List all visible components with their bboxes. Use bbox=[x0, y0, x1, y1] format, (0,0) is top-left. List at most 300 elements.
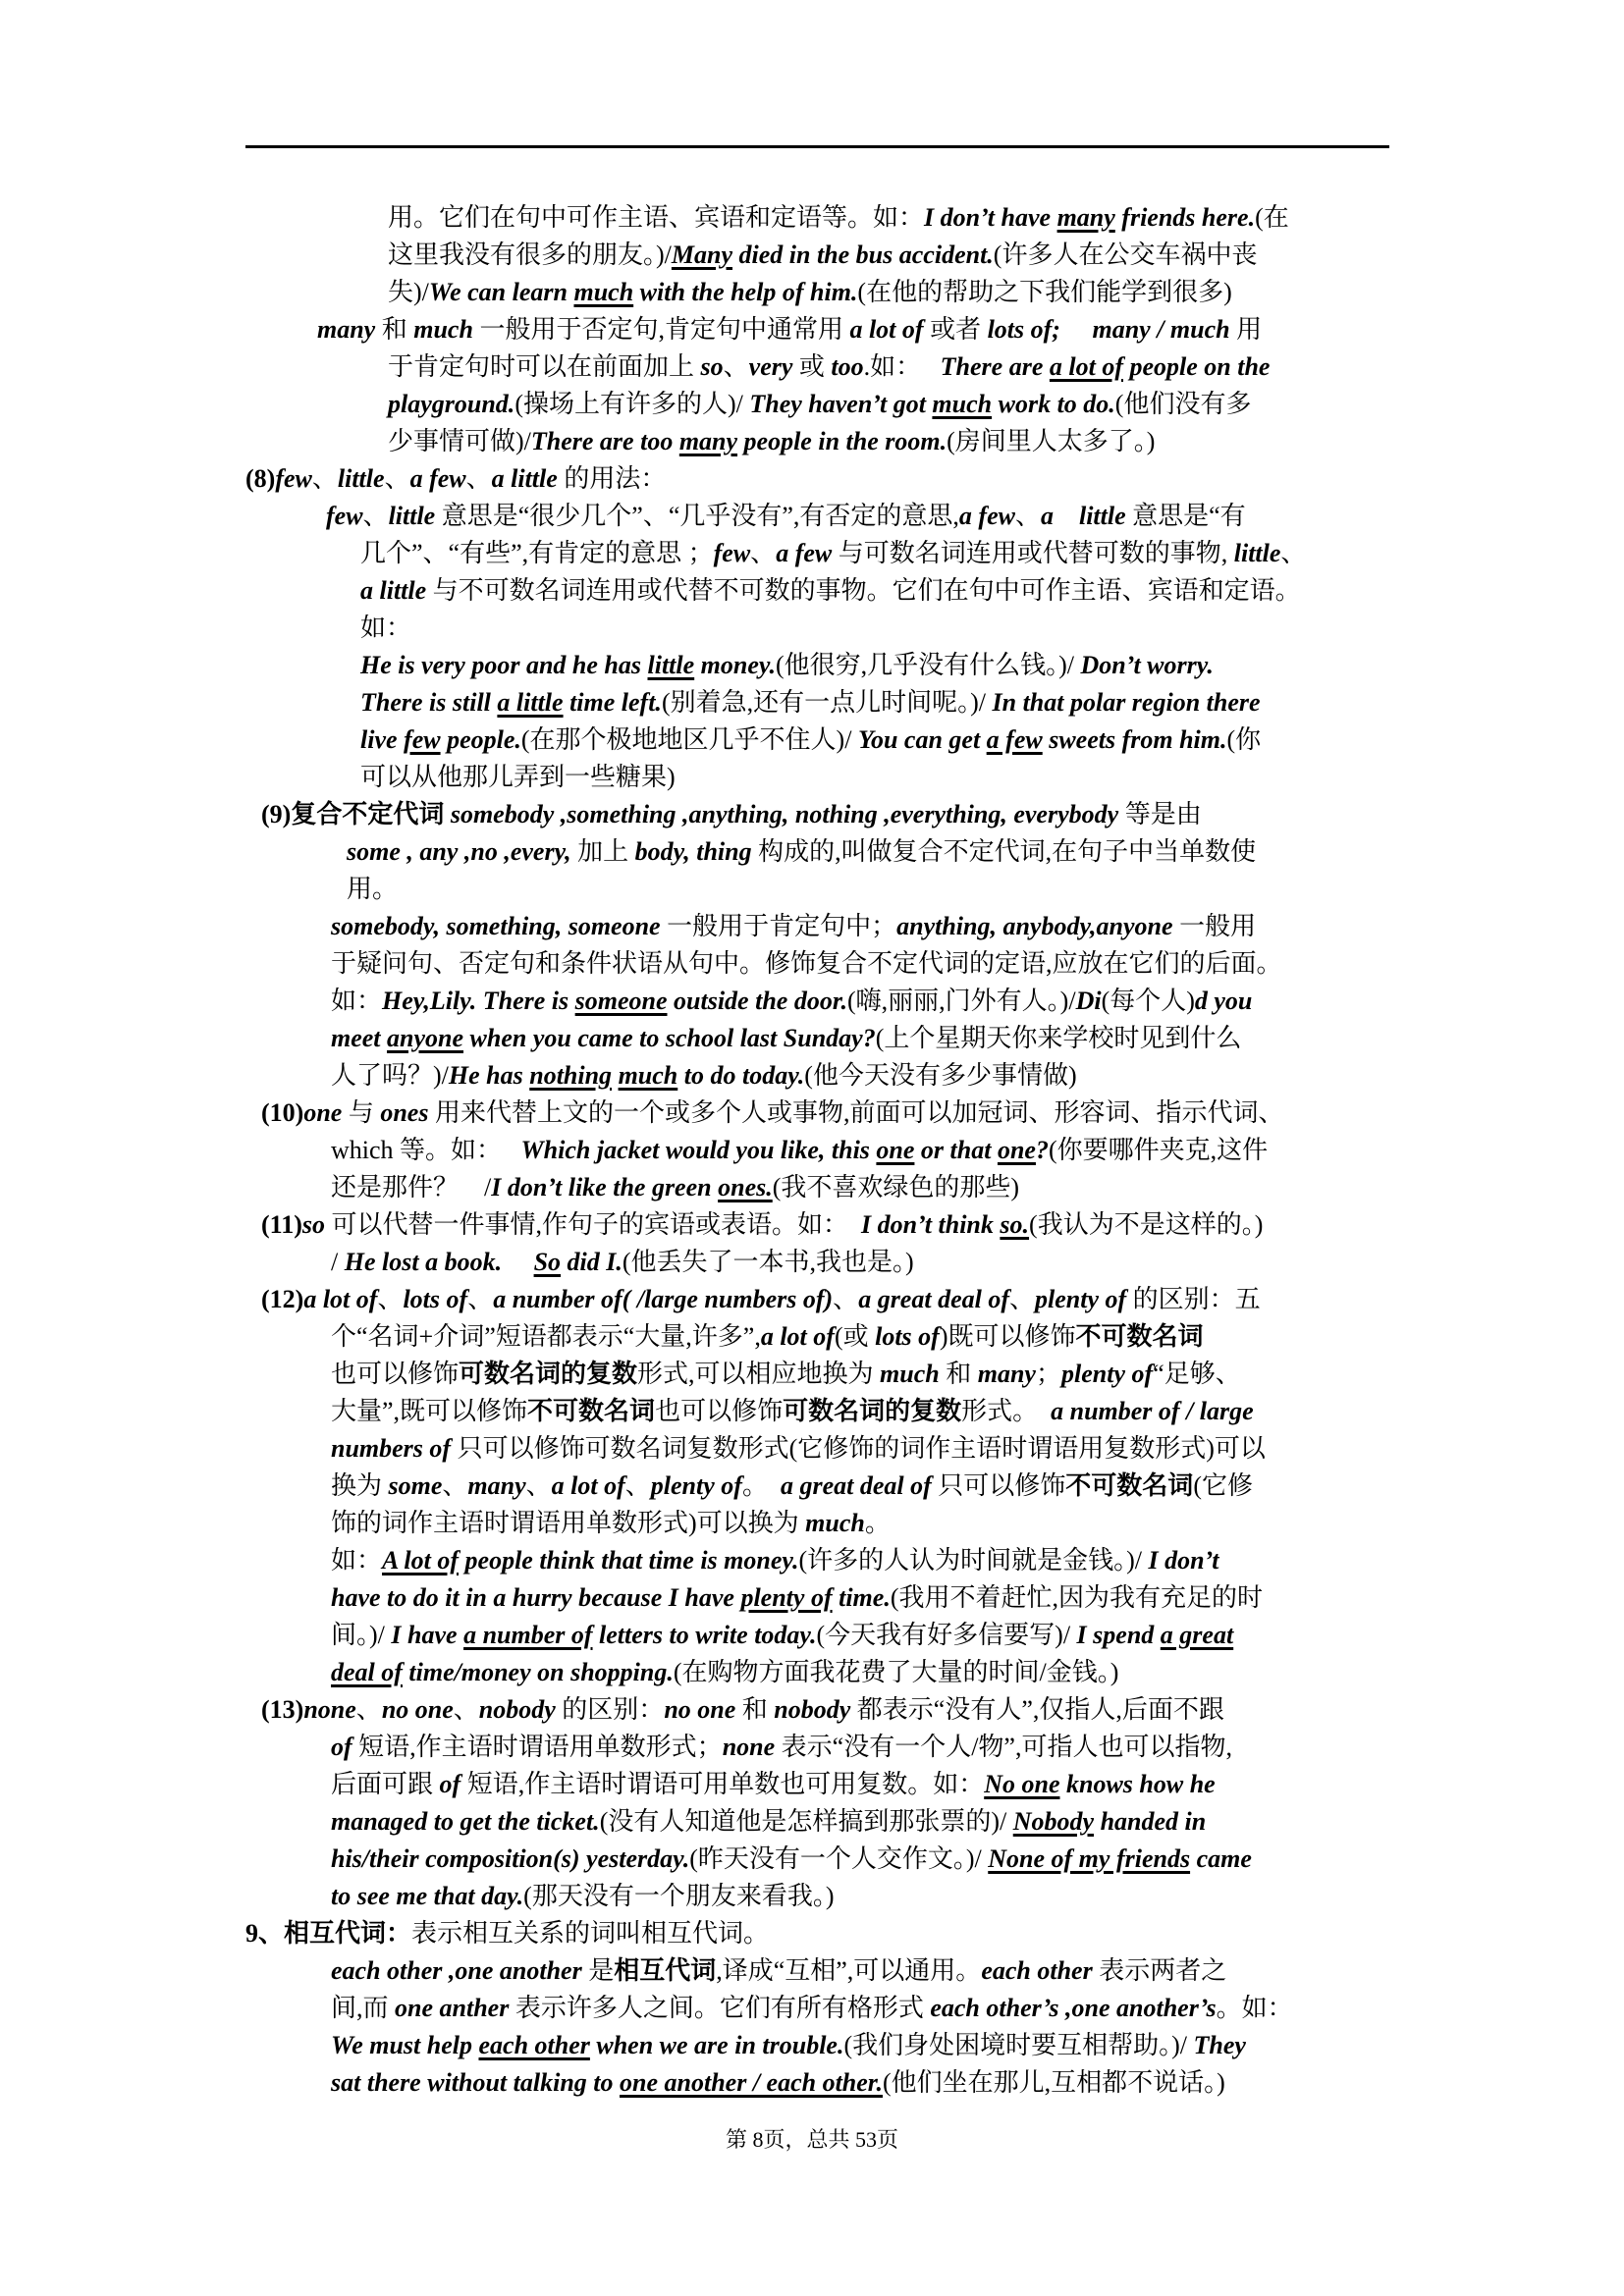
text-run: 表示相互关系的词叫相互代词。 bbox=[411, 1919, 770, 1948]
text-run: 、 bbox=[311, 464, 338, 493]
underlined-phrase: Many bbox=[671, 240, 733, 269]
text-line bbox=[347, 871, 398, 908]
text-run: (你 bbox=[1226, 725, 1262, 754]
text-run: (许多的人认为时间就是金钱。)/ bbox=[798, 1546, 1149, 1575]
english-example: Which jacket would you like, this bbox=[520, 1136, 877, 1164]
english-example: I don’t think bbox=[861, 1210, 1001, 1239]
text-run: 的区别：五 bbox=[1126, 1285, 1261, 1313]
english-example: I don’t like the green bbox=[491, 1173, 719, 1201]
text-run: 间,而 bbox=[331, 1994, 396, 2022]
text-run: 、 bbox=[833, 1285, 859, 1313]
english-example: body, thing bbox=[634, 837, 752, 866]
text-run: 如： bbox=[360, 614, 412, 642]
english-example: died in the bus accident. bbox=[732, 240, 994, 269]
underlined-phrase: So bbox=[533, 1248, 562, 1276]
text-run: (它修 bbox=[1193, 1471, 1253, 1500]
text-line bbox=[347, 833, 1256, 871]
underlined-phrase: one bbox=[876, 1136, 915, 1164]
text-run: (每个人) bbox=[1101, 987, 1195, 1015]
text-run: ,译成“互相”,可以通用。 bbox=[716, 1956, 982, 1985]
text-run: (上个星期天你来学校时见到什么 bbox=[875, 1024, 1242, 1052]
english-example: a number of / large bbox=[1051, 1397, 1254, 1425]
text-line bbox=[331, 1318, 1204, 1356]
text-line bbox=[360, 610, 411, 647]
english-example: very bbox=[748, 352, 793, 381]
english-example: people. bbox=[440, 725, 521, 754]
english-example: some bbox=[388, 1471, 443, 1500]
text-run: 是 bbox=[581, 1956, 615, 1985]
english-example: many / much bbox=[1092, 315, 1230, 344]
underlined-phrase: nothing bbox=[529, 1061, 613, 1090]
english-example: little bbox=[1233, 539, 1281, 567]
text-run: 短语,作主语时谓语可用单数也可用复数。如： bbox=[460, 1770, 985, 1798]
text-line bbox=[261, 1691, 1224, 1729]
english-example: none bbox=[722, 1733, 776, 1761]
english-example: ? bbox=[1035, 1136, 1049, 1164]
text-line bbox=[331, 1132, 1268, 1169]
english-example: sat there without talking to bbox=[331, 2068, 621, 2097]
text-run: 如： bbox=[331, 987, 383, 1015]
english-example: or that bbox=[914, 1136, 998, 1164]
english-example: There are bbox=[940, 352, 1050, 381]
text-run: (11) bbox=[261, 1210, 302, 1239]
text-run: 。 bbox=[741, 1471, 781, 1500]
text-line bbox=[331, 1244, 914, 1281]
text-run: 饰的词作主语时谓语用单数形式)可以换为 bbox=[331, 1509, 806, 1537]
text-run: 、 bbox=[1280, 539, 1307, 567]
english-example: many bbox=[317, 315, 376, 344]
english-example: much bbox=[805, 1509, 865, 1537]
english-example: so bbox=[301, 1210, 326, 1239]
text-run bbox=[1060, 315, 1093, 344]
text-run: 或 bbox=[792, 352, 832, 381]
english-example: numbers of bbox=[331, 1434, 452, 1463]
text-run: 、 bbox=[465, 464, 492, 493]
underlined-phrase: deal of bbox=[331, 1658, 403, 1686]
text-run: 和 bbox=[939, 1360, 978, 1388]
english-example: of bbox=[331, 1733, 352, 1761]
text-run: / bbox=[331, 1248, 345, 1276]
english-example: He lost a book. bbox=[344, 1248, 534, 1276]
text-run: 形式,可以相应地换为 bbox=[637, 1360, 881, 1388]
text-run: 、 bbox=[624, 1471, 651, 1500]
text-run: 等是由 bbox=[1118, 800, 1202, 828]
text-line bbox=[245, 460, 666, 498]
text-run: (我认为不是这样的。) bbox=[1029, 1210, 1264, 1239]
text-run: (今天我有好多信要写)/ bbox=[816, 1621, 1077, 1649]
text-line bbox=[331, 1841, 1252, 1878]
text-run: 、 bbox=[453, 1695, 479, 1724]
underlined-phrase: Nobody bbox=[1012, 1807, 1095, 1836]
english-example: much bbox=[413, 315, 473, 344]
english-example: many bbox=[977, 1360, 1036, 1388]
text-run: 。 bbox=[864, 1509, 891, 1537]
text-line bbox=[317, 311, 1262, 348]
english-example: He has bbox=[448, 1061, 530, 1090]
text-run: 大量”,既可以修饰 bbox=[331, 1397, 528, 1425]
english-example: I spend bbox=[1076, 1621, 1161, 1649]
text-line bbox=[388, 386, 1251, 423]
text-line bbox=[331, 2064, 1225, 2102]
text-run: 只可以修饰可数名词复数形式(它修饰的词作主语时谓语用复数形式)可以 bbox=[451, 1434, 1266, 1463]
text-line bbox=[331, 908, 1256, 945]
english-example: few bbox=[326, 502, 363, 530]
text-run: (他很穷,几乎没有什么钱。)/ bbox=[775, 651, 1081, 679]
text-run: 、 bbox=[377, 1285, 404, 1313]
text-run: 间。)/ bbox=[331, 1621, 392, 1649]
english-example: plenty of bbox=[1035, 1285, 1127, 1313]
english-example: so bbox=[700, 352, 724, 381]
text-line bbox=[326, 498, 1246, 535]
text-line bbox=[388, 237, 1257, 274]
english-example: somebody, something, someone bbox=[331, 912, 661, 940]
english-example: to see me that day. bbox=[331, 1882, 524, 1910]
text-run: “足够、 bbox=[1153, 1360, 1241, 1388]
text-run: 、 bbox=[750, 539, 777, 567]
english-example: a few bbox=[776, 539, 833, 567]
english-example: to do today. bbox=[677, 1061, 805, 1090]
text-run: 意思是“有 bbox=[1125, 502, 1246, 530]
text-line bbox=[261, 1095, 1283, 1132]
english-example: a great deal of bbox=[858, 1285, 1009, 1313]
english-example: sweets from him. bbox=[1042, 725, 1227, 754]
english-example: with the help of him. bbox=[633, 278, 858, 306]
english-example: They haven’t got bbox=[749, 390, 933, 418]
text-line bbox=[360, 535, 1306, 572]
english-example: people on the bbox=[1122, 352, 1271, 381]
text-run: 与不可数名词连用或代替不可数的事物。它们在句中可作主语、宾语和定语。 bbox=[426, 576, 1301, 605]
text-line bbox=[360, 647, 1214, 684]
text-line bbox=[245, 1915, 769, 1952]
english-example: live bbox=[360, 725, 405, 754]
text-run: which 等。如： bbox=[331, 1136, 521, 1164]
english-example: much bbox=[880, 1360, 940, 1388]
text-line bbox=[360, 684, 1261, 721]
english-example: I don’t bbox=[1148, 1546, 1219, 1575]
english-example: There is still bbox=[360, 688, 498, 717]
underlined-phrase: A lot of bbox=[382, 1546, 460, 1575]
underlined-phrase: a lot of bbox=[1049, 352, 1123, 381]
english-example: friends here. bbox=[1114, 203, 1256, 232]
english-example: people think that time is money. bbox=[459, 1546, 799, 1575]
underlined-phrase: plenty of bbox=[740, 1583, 833, 1612]
text-run: 或者 bbox=[923, 315, 988, 344]
text-run: (8) bbox=[245, 464, 276, 493]
english-example: He is very poor and he has bbox=[360, 651, 648, 679]
text-run: (13) bbox=[261, 1695, 304, 1724]
english-example: a lot of bbox=[303, 1285, 378, 1313]
text-run: 这里我没有很多的朋友。)/ bbox=[388, 240, 672, 269]
text-run: (你要哪件夹克,这件 bbox=[1048, 1136, 1269, 1164]
english-example: handed in bbox=[1094, 1807, 1207, 1836]
text-line bbox=[261, 1206, 1263, 1244]
english-example: one anther bbox=[395, 1994, 510, 2022]
text-run: 后面可跟 bbox=[331, 1770, 440, 1798]
text-run: 表示许多人之间。它们有所有格形式 bbox=[509, 1994, 931, 2022]
page-footer: 第 8页，总共 53页 bbox=[725, 2127, 898, 2152]
english-example: In that polar region there bbox=[992, 688, 1261, 717]
english-example: people in the room. bbox=[737, 427, 947, 455]
text-run: 可以代替一件事情,作句子的宾语或表语。如： bbox=[325, 1210, 862, 1239]
english-example: nobody bbox=[774, 1695, 851, 1724]
text-line bbox=[331, 1356, 1241, 1393]
text-run: 可以从他那儿弄到一些糖果) bbox=[360, 763, 676, 791]
english-example: plenty of bbox=[650, 1471, 742, 1500]
text-line bbox=[388, 274, 1232, 311]
text-line bbox=[331, 1729, 1232, 1766]
text-line bbox=[331, 945, 1282, 983]
text-line bbox=[261, 1281, 1261, 1318]
text-run: 还是那件？ / bbox=[331, 1173, 492, 1201]
text-run: 、 bbox=[525, 1471, 552, 1500]
text-run: (他们没有多 bbox=[1114, 390, 1252, 418]
text-line bbox=[388, 199, 1289, 237]
text-run: )既可以修饰 bbox=[939, 1322, 1076, 1351]
text-run: 不可数名词 bbox=[1065, 1471, 1194, 1500]
text-run: 复合不定代词 bbox=[291, 800, 445, 828]
english-example: each other’s ,one another’s bbox=[930, 1994, 1217, 2022]
text-run: 失)/ bbox=[388, 278, 429, 306]
text-line bbox=[360, 721, 1261, 759]
header-rule bbox=[245, 145, 1389, 148]
text-run: 加上 bbox=[570, 837, 635, 866]
english-example: no one bbox=[664, 1695, 736, 1724]
underlined-phrase: one bbox=[997, 1136, 1036, 1164]
text-run: (操场上有许多的人)/ bbox=[514, 390, 750, 418]
underlined-phrase: much bbox=[573, 278, 634, 306]
english-example: a lot of bbox=[849, 315, 924, 344]
text-run: 和 bbox=[375, 315, 414, 344]
text-run: 如： bbox=[331, 1546, 383, 1575]
text-run: 个“名词+介词”短语都表示“大量,许多”, bbox=[331, 1322, 761, 1351]
text-run: 、 bbox=[442, 1471, 468, 1500]
text-run: (在那个极地地区几乎不住人)/ bbox=[520, 725, 858, 754]
english-example: lots of; bbox=[987, 315, 1060, 344]
text-run: (我们身处困境时要互相帮助。)/ bbox=[843, 2031, 1194, 2059]
text-line bbox=[261, 796, 1202, 833]
english-example: work to do. bbox=[992, 390, 1115, 418]
text-run: (别着急,还有一点儿时间呢。)/ bbox=[661, 688, 993, 717]
text-run: 也可以修饰 bbox=[655, 1397, 784, 1425]
text-run: 与可数名词连用或代替可数的事物, bbox=[832, 539, 1234, 567]
text-line bbox=[331, 1393, 1254, 1430]
english-example: time left. bbox=[563, 688, 662, 717]
text-run: 可数名词的复数 bbox=[783, 1397, 962, 1425]
text-run: 可数名词的复数 bbox=[459, 1360, 638, 1388]
text-run: (12) bbox=[261, 1285, 304, 1313]
english-example: a little bbox=[360, 576, 427, 605]
text-run: 的用法： bbox=[557, 464, 667, 493]
text-run: (那天没有一个朋友来看我。) bbox=[523, 1882, 835, 1910]
english-example: You can get bbox=[857, 725, 987, 754]
text-run: (9) bbox=[261, 800, 292, 828]
text-run: (房间里人太多了。) bbox=[947, 427, 1156, 455]
text-run: (嗨,丽丽,门外有人。)/ bbox=[847, 987, 1076, 1015]
text-run: 与 bbox=[342, 1098, 381, 1127]
text-line bbox=[388, 348, 1270, 386]
text-run: (在购物方面我花费了大量的时间/金钱。) bbox=[673, 1658, 1119, 1686]
text-line bbox=[331, 2027, 1246, 2064]
underlined-phrase: No one bbox=[984, 1770, 1060, 1798]
text-run: (或 bbox=[834, 1322, 876, 1351]
underlined-phrase: much bbox=[618, 1061, 678, 1090]
text-run: 、 bbox=[1014, 502, 1041, 530]
text-line bbox=[331, 1169, 1019, 1206]
text-line bbox=[331, 1878, 835, 1915]
text-run: 于疑问句、否定句和条件状语从句中。修饰复合不定代词的定语,应放在它们的后面。 bbox=[331, 949, 1282, 978]
english-example: lots of bbox=[875, 1322, 940, 1351]
text-line bbox=[388, 423, 1155, 460]
english-example: a little bbox=[491, 464, 558, 493]
english-example: have to do it in a hurry because I have bbox=[331, 1583, 741, 1612]
english-example: time. bbox=[832, 1583, 891, 1612]
underlined-phrase: a little bbox=[497, 688, 564, 717]
english-example: meet bbox=[331, 1024, 388, 1052]
text-line bbox=[331, 1020, 1241, 1057]
underlined-phrase: a number of bbox=[463, 1621, 593, 1649]
english-example: a few bbox=[409, 464, 466, 493]
english-example: time/money on shopping. bbox=[402, 1658, 674, 1686]
text-run: 都表示“没有人”,仅指人,后面不跟 bbox=[850, 1695, 1224, 1724]
text-run: 、 bbox=[467, 1285, 494, 1313]
english-example: each other ,one another bbox=[331, 1956, 582, 1985]
underlined-phrase: a few bbox=[986, 725, 1043, 754]
underlined-phrase: ones. bbox=[718, 1173, 773, 1201]
underlined-phrase: one another / each other. bbox=[620, 2068, 883, 2097]
text-run: (在 bbox=[1255, 203, 1289, 232]
english-example: a great deal of bbox=[780, 1471, 932, 1500]
english-example: did I. bbox=[561, 1248, 623, 1276]
english-example: ones bbox=[380, 1098, 429, 1127]
text-run: 、 bbox=[723, 352, 749, 381]
underlined-phrase: many bbox=[678, 427, 738, 455]
text-run: 、 bbox=[362, 502, 389, 530]
text-line bbox=[331, 1952, 1226, 1990]
text-run: 构成的,叫做复合不定代词,在句子中当单数使 bbox=[751, 837, 1257, 866]
text-run: 表示“没有一个人/物”,可指人也可以指物, bbox=[775, 1733, 1232, 1761]
text-run: (没有人知道他是怎样搞到那张票的)/ bbox=[599, 1807, 1013, 1836]
english-example: a little bbox=[1040, 502, 1126, 530]
text-run: 少事情可做)/ bbox=[388, 427, 531, 455]
text-run: 意思是“很少几个”、“几乎没有”,有否定的意思, bbox=[435, 502, 959, 530]
underlined-phrase: so. bbox=[1000, 1210, 1030, 1239]
text-run: 、 bbox=[1009, 1285, 1036, 1313]
english-example: There are too bbox=[530, 427, 679, 455]
english-example: little bbox=[388, 502, 436, 530]
text-line bbox=[331, 1803, 1206, 1841]
text-run: 的区别： bbox=[555, 1695, 665, 1724]
text-run: 形式。 bbox=[961, 1397, 1052, 1425]
text-run: 一般用于肯定句中； bbox=[660, 912, 897, 940]
text-run: (在他的帮助之下我们能学到很多) bbox=[857, 278, 1232, 306]
english-example: I have bbox=[391, 1621, 464, 1649]
english-example: little bbox=[337, 464, 385, 493]
text-line bbox=[331, 1468, 1253, 1505]
text-line bbox=[331, 1505, 891, 1542]
english-example: when we are in trouble. bbox=[589, 2031, 844, 2059]
text-run: 一般用于否定句,肯定句中通常用 bbox=[472, 315, 850, 344]
english-example: managed to get the ticket. bbox=[331, 1807, 600, 1836]
underlined-phrase: each other bbox=[478, 2031, 590, 2059]
text-run: (昨天没有一个人交作文。)/ bbox=[689, 1844, 989, 1873]
text-line bbox=[331, 1654, 1118, 1691]
text-line bbox=[331, 1430, 1266, 1468]
english-example: when you came to school last Sunday? bbox=[463, 1024, 876, 1052]
english-example: Hey,Lily. There is bbox=[382, 987, 575, 1015]
text-run: 和 bbox=[735, 1695, 775, 1724]
text-line bbox=[331, 1990, 1293, 2027]
underlined-phrase: anyone bbox=[387, 1024, 464, 1052]
english-example: somebody ,something ,anything, nothing ,everything, everybody bbox=[450, 800, 1119, 828]
text-run: 9、 bbox=[245, 1919, 285, 1948]
english-example: a lot of bbox=[551, 1471, 625, 1500]
text-run: (我不喜欢绿色的那些) bbox=[772, 1173, 1020, 1201]
underlined-phrase: None of my friends bbox=[988, 1844, 1191, 1873]
text-run: 用。它们在句中可作主语、宾语和定语等。如： bbox=[388, 203, 925, 232]
text-run: (许多人在公交车祸中丧 bbox=[993, 240, 1258, 269]
english-example: letters to write today. bbox=[592, 1621, 817, 1649]
underlined-phrase: someone bbox=[574, 987, 668, 1015]
text-run: 用来代替上文的一个或多个人或事物,前面可以加冠词、形容词、指示代词、 bbox=[428, 1098, 1284, 1127]
english-example: nobody bbox=[478, 1695, 556, 1724]
text-run: 用。 bbox=[347, 875, 399, 903]
text-run: 换为 bbox=[331, 1471, 389, 1500]
text-run: 用 bbox=[1229, 315, 1263, 344]
english-example: Di bbox=[1075, 987, 1102, 1015]
english-example: one bbox=[303, 1098, 343, 1127]
text-run: 、 bbox=[384, 464, 410, 493]
underlined-phrase: few bbox=[404, 725, 441, 754]
text-line bbox=[331, 1617, 1233, 1654]
text-run: 不可数名词 bbox=[1075, 1322, 1204, 1351]
text-line bbox=[331, 1766, 1216, 1803]
text-run: 不可数名词 bbox=[527, 1397, 656, 1425]
text-run: (10) bbox=[261, 1098, 304, 1127]
english-example: a few bbox=[958, 502, 1015, 530]
underlined-phrase: many bbox=[1056, 203, 1115, 232]
english-example: no one bbox=[381, 1695, 454, 1724]
text-line bbox=[331, 1579, 1263, 1617]
english-example: too bbox=[831, 352, 864, 381]
english-example: few bbox=[713, 539, 751, 567]
underlined-phrase: little bbox=[647, 651, 695, 679]
english-example: I don’t have bbox=[924, 203, 1057, 232]
text-run: 几个”、“有些”,有肯定的意思 ； bbox=[360, 539, 714, 567]
text-line bbox=[331, 1057, 1077, 1095]
english-example: We can learn bbox=[428, 278, 574, 306]
text-line bbox=[331, 983, 1252, 1020]
english-example: playground. bbox=[388, 390, 515, 418]
english-example: plenty of bbox=[1061, 1360, 1154, 1388]
text-run: 一般用 bbox=[1172, 912, 1257, 940]
english-example: We must help bbox=[331, 2031, 479, 2059]
english-example: his/their composition(s) yesterday. bbox=[331, 1844, 690, 1873]
text-line bbox=[360, 572, 1301, 610]
english-example: of bbox=[439, 1770, 461, 1798]
text-line bbox=[331, 1542, 1219, 1579]
text-run: 相互代词： bbox=[284, 1919, 412, 1948]
text-run: (我用不着赶忙,因为我有充足的时 bbox=[890, 1583, 1263, 1612]
underlined-phrase: much bbox=[932, 390, 993, 418]
english-example: each other bbox=[981, 1956, 1093, 1985]
underlined-phrase: a great bbox=[1160, 1621, 1234, 1649]
text-run: 表示两者之 bbox=[1092, 1956, 1227, 1985]
english-example: some , any ,no ,every, bbox=[347, 837, 571, 866]
english-example: outside the door. bbox=[667, 987, 848, 1015]
english-example: They bbox=[1193, 2031, 1246, 2059]
english-example: none bbox=[303, 1695, 356, 1724]
text-run: (他今天没有多少事情做) bbox=[804, 1061, 1077, 1090]
